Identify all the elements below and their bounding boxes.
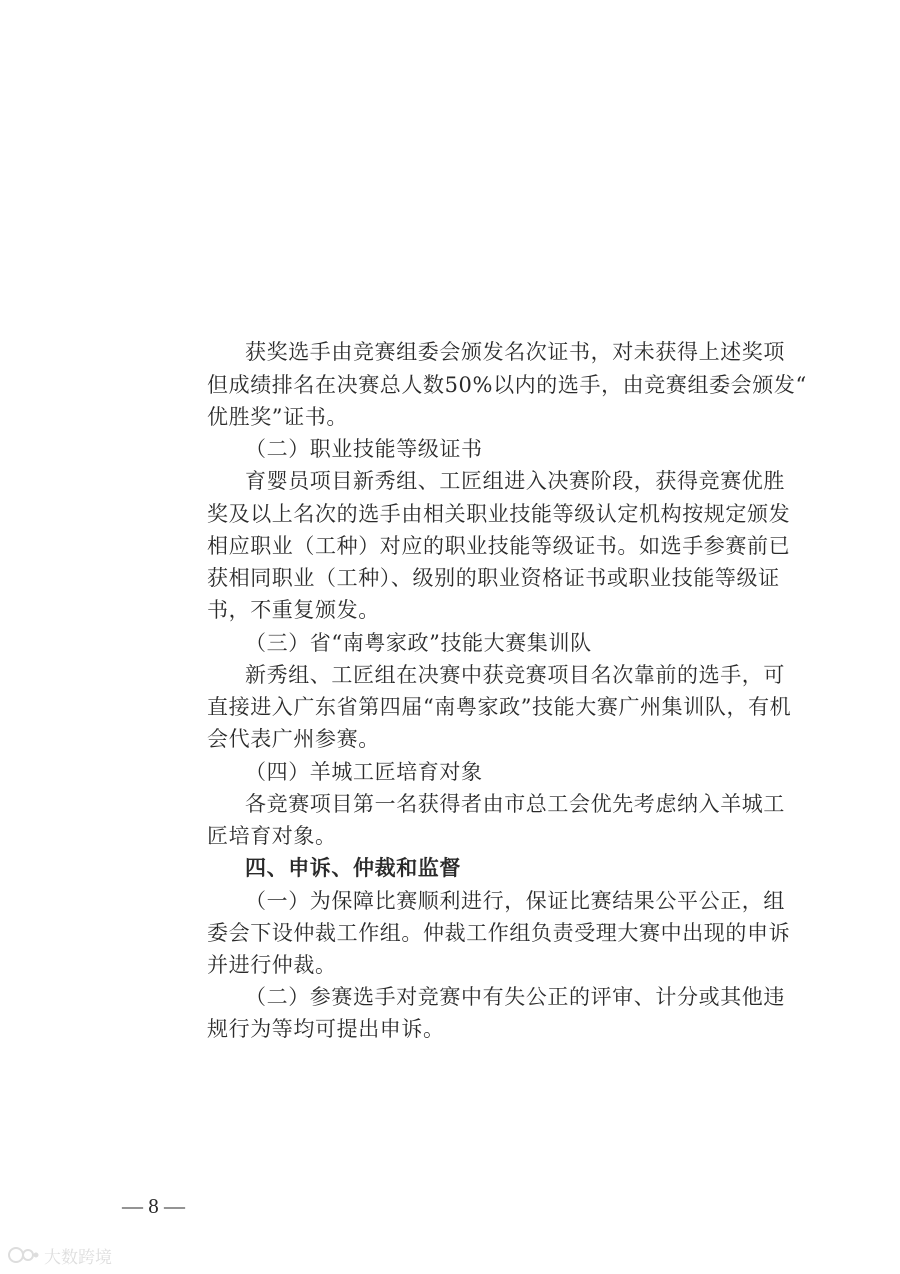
paragraph-line: 获奖选手由竞赛组委会颁发名次证书，对未获得上述奖项	[245, 340, 785, 364]
paragraph-line: （二）参赛选手对竞赛中有失公正的评审、计分或其他违	[245, 985, 785, 1009]
paragraph-line: 委会下设仲裁工作组。仲裁工作组负责受理大赛中出现的申诉	[207, 921, 791, 945]
paragraph-line: 获相同职业（工种）、级别的职业资格证书或职业技能等级证	[207, 566, 780, 590]
section-subheading: （三）省“南粤家政”技能大赛集训队	[245, 631, 592, 655]
paragraph-line: 但成绩排名在决赛总人数50%以内的选手，由竞赛组委会颁发“	[207, 373, 807, 397]
page-number: — 8 —	[122, 1194, 185, 1218]
paragraph-line: （一）为保障比赛顺利进行，保证比赛结果公平公正，组	[245, 889, 785, 913]
paragraph-line: 育婴员项目新秀组、工匠组进入决赛阶段，获得竞赛优胜	[245, 469, 785, 493]
section-subheading: （四）羊城工匠培育对象	[245, 760, 483, 784]
paragraph-line: 匠培育对象。	[207, 824, 337, 848]
paragraph-line: 并进行仲裁。	[207, 953, 337, 977]
paragraph-line: 书，不重复颁发。	[207, 598, 380, 622]
paragraph-line: 奖及以上名次的选手由相关职业技能等级认定机构按规定颁发	[207, 502, 791, 526]
paragraph-line: 直接进入广东省第四届“南粤家政”技能大赛广州集训队，有机	[207, 695, 792, 719]
paragraph-line: 相应职业（工种）对应的职业技能等级证书。如选手参赛前已	[207, 534, 791, 558]
section-subheading: （二）职业技能等级证书	[245, 437, 483, 461]
watermark-text: 大数跨境	[44, 1247, 112, 1268]
brand-logo-icon	[6, 1245, 40, 1265]
section-heading: 四、申诉、仲裁和监督	[245, 856, 461, 880]
watermark	[6, 1242, 112, 1268]
paragraph-line: 各竞赛项目第一名获得者由市总工会优先考虑纳入羊城工	[245, 792, 785, 816]
paragraph-line: 优胜奖”证书。	[207, 405, 348, 429]
paragraph-line: 新秀组、工匠组在决赛中获竞赛项目名次靠前的选手，可	[245, 663, 785, 687]
paragraph-line: 规行为等均可提出申诉。	[207, 1017, 445, 1041]
paragraph-line: 会代表广州参赛。	[207, 727, 380, 751]
